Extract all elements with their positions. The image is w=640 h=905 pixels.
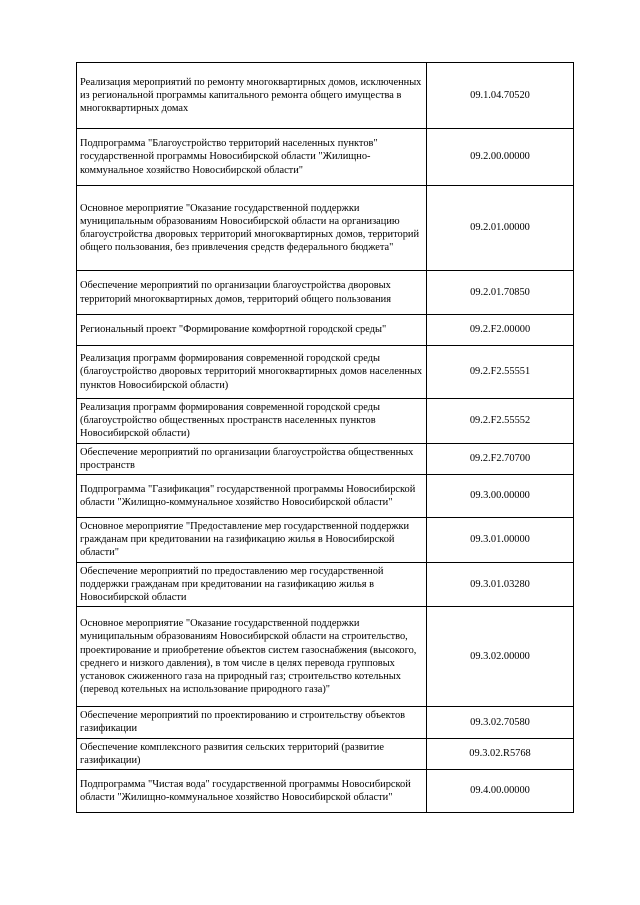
budget-classification-table xyxy=(76,62,574,813)
row-name: Подпрограмма "Газификация" государственной программы Новосибирской области "Жилищно-коммунальное хозяйство Новосибирской области" xyxy=(77,475,427,518)
row-code: 09.2.F2.55551 xyxy=(427,346,574,399)
table-row xyxy=(77,63,574,129)
row-code: 09.2.F2.55552 xyxy=(427,399,574,444)
table-row xyxy=(77,475,574,518)
row-name: Обеспечение комплексного развития сельских территорий (развитие газификации) xyxy=(77,738,427,769)
table-row xyxy=(77,129,574,186)
table-row xyxy=(77,346,574,399)
row-name: Подпрограмма "Благоустройство территорий населенных пунктов" государственной программы Новосибирской области "Жилищно-коммунальное хозяйство Новосибирской области" xyxy=(77,129,427,186)
row-name: Обеспечение мероприятий по проектированию и строительству объектов газификации xyxy=(77,707,427,738)
row-code: 09.3.00.00000 xyxy=(427,475,574,518)
row-code: 09.1.04.70520 xyxy=(427,63,574,129)
row-name: Реализация мероприятий по ремонту многоквартирных домов, исключенных из региональной программы капитального ремонта общего имущества в многоквартирных домах xyxy=(77,63,427,129)
row-code: 09.2.F2.00000 xyxy=(427,315,574,346)
table-row xyxy=(77,399,574,444)
table-row xyxy=(77,271,574,315)
row-code: 09.3.02.R5768 xyxy=(427,738,574,769)
row-name: Основное мероприятие "Оказание государственной поддержки муниципальным образованиям Новосибирской области на строительство, проектирование и приобретение объектов систем газоснабжения (высокого, среднего и низкого давления), в том числе в целях перевода групповых установок сжиженного газа на природный газ; строительство котельных (перевод котельных на использование природного газа)" xyxy=(77,607,427,707)
table-row xyxy=(77,707,574,738)
row-name: Подпрограмма "Чистая вода" государственной программы Новосибирской области "Жилищно-коммунальное хозяйство Новосибирской области" xyxy=(77,770,427,813)
table-row xyxy=(77,770,574,813)
table-row xyxy=(77,186,574,271)
table-row xyxy=(77,562,574,607)
row-code: 09.4.00.00000 xyxy=(427,770,574,813)
row-name: Обеспечение мероприятий по предоставлению мер государственной поддержки гражданам при кредитовании на газификацию жилья в Новосибирской области xyxy=(77,562,427,607)
row-code: 09.2.01.70850 xyxy=(427,271,574,315)
table-row xyxy=(77,607,574,707)
row-name: Основное мероприятие "Оказание государственной поддержки муниципальным образованиям Новосибирской области на организацию благоустройства дворовых территорий многоквартирных домов, территорий общего пользования, без привлечения средств федерального бюджета" xyxy=(77,186,427,271)
row-code: 09.2.F2.70700 xyxy=(427,443,574,474)
row-name: Основное мероприятие "Предоставление мер государственной поддержки гражданам при кредитовании на газификацию жилья в Новосибирской области" xyxy=(77,518,427,563)
row-name: Реализация программ формирования современной городской среды (благоустройство дворовых территорий многоквартирных домов населенных пунктов Новосибирской области) xyxy=(77,346,427,399)
table-row xyxy=(77,738,574,769)
row-name: Обеспечение мероприятий по организации благоустройства дворовых территорий многоквартирных домов, территорий общего пользования xyxy=(77,271,427,315)
row-code: 09.3.02.00000 xyxy=(427,607,574,707)
table-row xyxy=(77,315,574,346)
row-code: 09.3.02.70580 xyxy=(427,707,574,738)
table-row xyxy=(77,518,574,563)
row-code: 09.2.01.00000 xyxy=(427,186,574,271)
row-code: 09.2.00.00000 xyxy=(427,129,574,186)
row-code: 09.3.01.03280 xyxy=(427,562,574,607)
table-row xyxy=(77,443,574,474)
row-code: 09.3.01.00000 xyxy=(427,518,574,563)
row-name: Реализация программ формирования современной городской среды (благоустройство общественных пространств населенных пунктов Новосибирской области) xyxy=(77,399,427,444)
row-name: Обеспечение мероприятий по организации благоустройства общественных пространств xyxy=(77,443,427,474)
row-name: Региональный проект "Формирование комфортной городской среды" xyxy=(77,315,427,346)
